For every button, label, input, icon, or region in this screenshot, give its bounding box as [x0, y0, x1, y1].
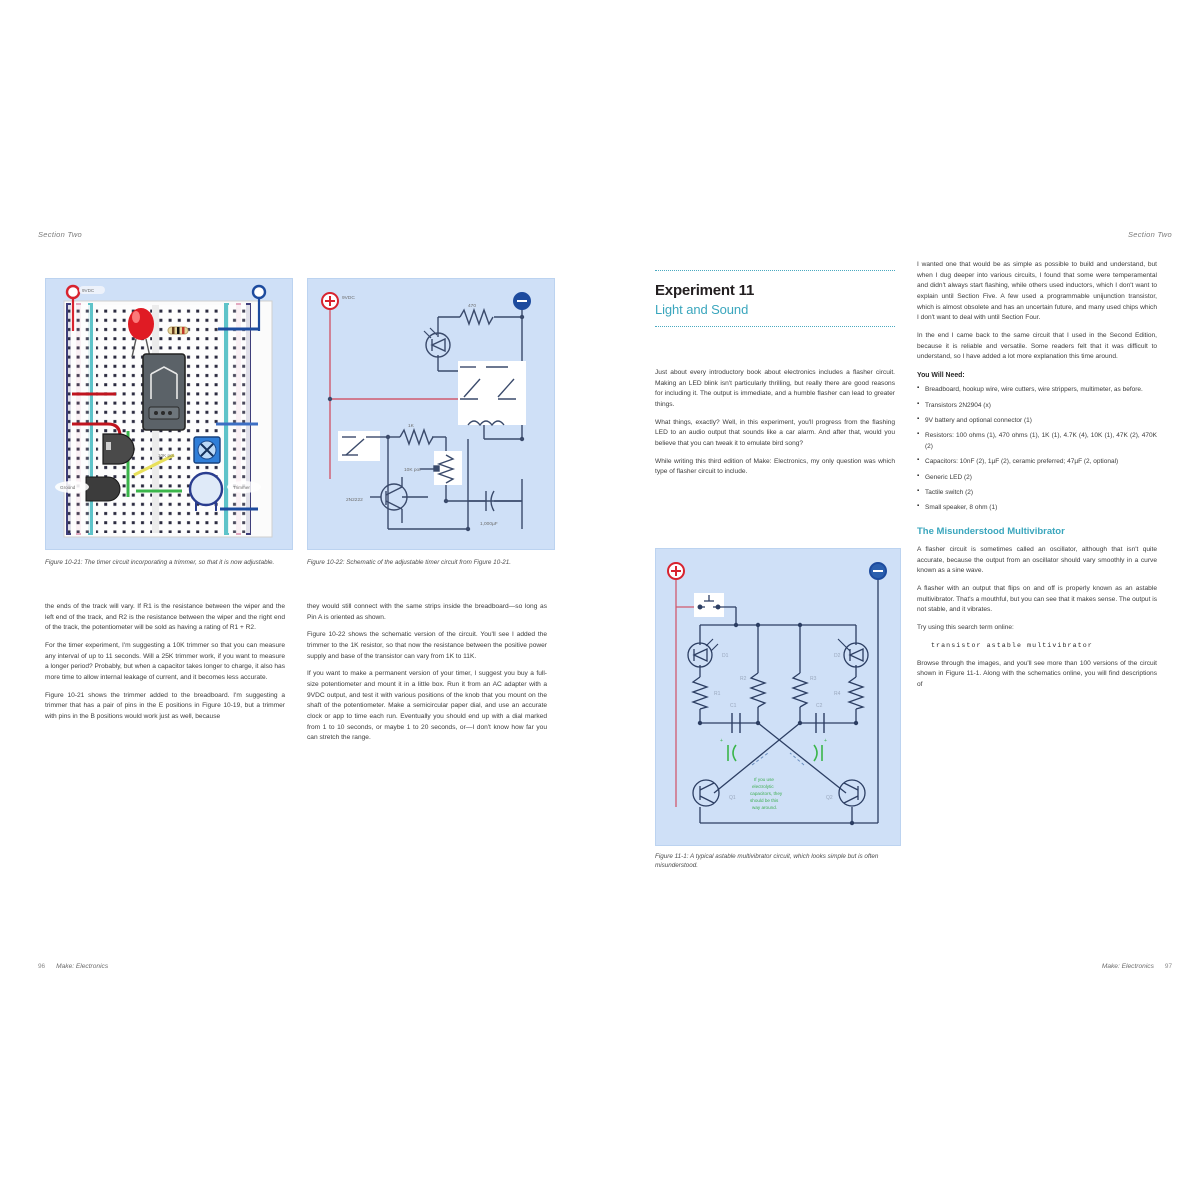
svg-text:electrolytic: electrolytic [752, 784, 774, 789]
svg-text:2N2222: 2N2222 [346, 498, 363, 503]
terminal-positive [322, 293, 338, 309]
svg-text:1,000µF: 1,000µF [480, 522, 498, 527]
svg-text:10K pot: 10K pot [158, 453, 174, 458]
svg-text:R1: R1 [714, 691, 721, 697]
svg-text:R3: R3 [810, 676, 817, 682]
list-item: ▪ Resistors: 100 ohms (1), 470 ohms (1), 1K (1), 4.7K (4), 10K (1), 47K (2), 470K (2) [917, 431, 1157, 452]
right-running-head: Section Two [1127, 230, 1172, 239]
subsection-heading: The Misunderstood Multivibrator [917, 525, 1065, 537]
led-d2-symbol [838, 639, 868, 667]
paragraph: Figure 10-22 shows the schematic version of the circuit. You'll see I added the trimmer to the 1K resistor, so that now the resistance between the positive power supply and base of the transistor can vary from 1K to 11K. [307, 631, 547, 660]
paragraph: If you want to make a permanent version of your timer, I suggest you buy a full-size potentiometer and mount it in a little box. Run it from an AC adapter with a 9VDC output, and test it with various positions of the knob that you mount on the shaft of the potentiometer. Make a semicircular paper dial, and use an accurate clock or app to time each run. Eventually you should end up with a dial marked from 1 to 10 seconds, or maybe 1 to 20 seconds, or—I don't know how far you can stretch the range. [307, 670, 547, 742]
schematic-illustration [308, 279, 554, 549]
astable-multivibrator-schematic [656, 549, 900, 845]
left-page-footer [38, 963, 108, 970]
svg-text:C2: C2 [816, 703, 823, 709]
experiment-title: Light and Sound [655, 302, 749, 317]
caption-figure-10-21: Figure 10-21: The timer circuit incorporating a trimmer, so that it is now adjustable. [45, 559, 275, 566]
paragraph: I wanted one that would be as simple as possible to build and understand, but when I dug deeper into various circuits, I found that some were temperamental and didn't always start flashing, while others used inductors, which I don't want to explain until Section Five. A few used a programmable unijunction transistor, which is almost obsolete and has an uncertain future, and many used chips which I don't want to deal with until Section Four. [917, 261, 1157, 322]
svg-text:Ground: Ground [60, 485, 76, 490]
ic-component [143, 354, 185, 430]
component-labels [714, 653, 841, 801]
svg-text:9VDC: 9VDC [342, 296, 355, 301]
svg-text:D2: D2 [834, 653, 841, 659]
svg-text:If you use: If you use [754, 777, 774, 782]
left-page-column-2 [307, 602, 547, 751]
figure-annotation-note [750, 777, 783, 810]
paragraph [655, 457, 895, 478]
svg-text:470: 470 [468, 304, 477, 309]
right-page [640, 230, 1180, 970]
list-item: ▪ Small speaker, 8 ohm (1) [917, 503, 1157, 513]
figure-10-21 [45, 278, 293, 550]
right-footer-title: Make: Electronics [1101, 963, 1154, 970]
resistor-component [168, 327, 188, 334]
paragraph: A flasher with an output that flips on and off is properly known as an astable multivibrator. That's a mouthful, but you can see that it makes sense. The output is not stable, and it vibrates. [917, 585, 1157, 614]
terminal-negative [870, 563, 886, 579]
paragraph: Try using this search term online: [917, 624, 1014, 632]
experiment-number: Experiment 11 [655, 282, 755, 299]
list-item: ▪ Tactile switch (2) [917, 488, 1157, 498]
paragraph: What things, exactly? Well, in this experiment, you'll progress from the flashing LED to an audio output that sounds like a car alarm. And after that, would you believe that you can tweak it to emulate bird song? [655, 418, 895, 448]
left-page-number: 96 [38, 963, 46, 970]
svg-text:+: + [720, 738, 723, 744]
svg-text:Trimmer: Trimmer [233, 485, 250, 490]
search-term-code: transistor astable multivibrator [931, 641, 1093, 649]
right-page-column-2 [917, 260, 1157, 698]
right-page-footer [1102, 963, 1172, 970]
trimmer-component [194, 437, 220, 463]
svg-text:capacitors, they: capacitors, they [750, 791, 783, 796]
svg-text:way around.: way around. [752, 805, 778, 810]
svg-text:Q2: Q2 [826, 795, 833, 801]
capacitor-symbol [468, 491, 522, 511]
svg-text:should be this: should be this [750, 798, 779, 803]
left-running-head: Section Two [38, 230, 83, 239]
resistor-1k [400, 430, 433, 444]
left-page [30, 230, 570, 970]
paragraph: they would still connect with the same strips inside the breadboard—so long as Pin A is oriented as shown. [307, 603, 547, 621]
caption-figure-11-1: Figure 11-1: A typical astable multivibrator circuit, which looks simple but is often misunderstood. [655, 853, 879, 870]
list-item: ▪ Transistors 2N2904 (x) [917, 401, 1157, 411]
annotation-arrows [752, 753, 804, 765]
left-footer-title: Make: Electronics [56, 963, 109, 970]
breadboard-illustration [46, 279, 292, 549]
led-d1-symbol [688, 639, 718, 667]
svg-text:Q1: Q1 [729, 795, 736, 801]
you-will-need-list [917, 385, 1157, 514]
terminal-negative [514, 293, 530, 309]
svg-text:C1: C1 [730, 703, 737, 709]
svg-text:D1: D1 [722, 653, 729, 659]
svg-text:R2: R2 [740, 676, 747, 682]
svg-text:R4: R4 [834, 691, 841, 697]
svg-text:10K pot: 10K pot [404, 468, 421, 473]
experiment-rule-top [655, 270, 895, 271]
right-page-column-1-intro [655, 368, 895, 485]
paragraph: the ends of the track will vary. If R1 is the resistance between the wiper and the left end of the track, and R2 is the resistance between the wiper and the right end of the track, the potentiometer will be sold as having a rating of R1 + R2. [45, 603, 285, 632]
left-page-column-1 [45, 602, 285, 730]
paragraph: Browse through the images, and you'll see more than 100 versions of the circuit shown in Figure 11-1. Along with the schematics online, you will find descriptions of [917, 659, 1157, 688]
figure-10-22 [307, 278, 555, 550]
figure-11-1 [655, 548, 901, 846]
terminal-positive [668, 563, 684, 579]
svg-text:1K: 1K [408, 424, 414, 429]
caption-figure-10-22: Figure 10-22: Schematic of the adjustable timer circuit from Figure 10-21. [307, 559, 512, 566]
trimmer-symbol [420, 451, 462, 485]
paragraph: Figure 10-21 shows the trimmer added to the breadboard. I'm suggesting a trimmer that has a pair of pins in the E positions in Figure 10-19, but a trimmer with pins in the B positions would work just as well, because [45, 691, 285, 721]
capacitor-polarity-hint-left [720, 738, 736, 761]
right-page-number: 97 [1164, 963, 1172, 970]
list-item: ▪ 9V battery and optional connector (1) [917, 416, 1157, 426]
list-item: ▪ Breadboard, hookup wire, wire cutters, wire strippers, multimeter, as before. [917, 385, 1157, 395]
experiment-rule-bottom [655, 326, 895, 327]
list-item: ▪ Generic LED (2) [917, 473, 1157, 483]
paragraph: In the end I came back to the same circuit that I used in the Second Edition, because it is reliable and versatile. Some readers felt that it was difficult to understand, so I have added a lot more explanation this time around. [917, 332, 1157, 361]
you-will-need-heading: You Will Need: [917, 372, 965, 380]
svg-text:+: + [824, 738, 827, 744]
led-symbol [424, 328, 450, 357]
svg-text:9VDC: 9VDC [82, 288, 95, 293]
paragraph: For the timer experiment, I'm suggesting a 10K trimmer so that you can measure any interval of up to 11 seconds. Will a 25K trimmer work, if you want to measure a longer period? Probably, but when a capacitor takes longer to charge, it also has more time to allow internal leakage of current, and it becomes less accurate. [45, 642, 285, 682]
resistor-470 [460, 310, 493, 324]
capacitor-polarity-hint-right [814, 738, 827, 761]
list-item: ▪ Capacitors: 10nF (2), 1µF (2), ceramic preferred; 47µF (2, optional) [917, 457, 1157, 467]
paragraph: A flasher circuit is sometimes called an oscillator, although that isn't quite accurate, because the output from an oscillator should vary smoothly in a curve known as a sine wave. [917, 546, 1157, 575]
paragraph: Just about every introductory book about electronics includes a flasher circuit. Making an LED blink isn't particularly thrilling, but really there are good reasons for including it. The output is immediate, and a humble flasher can lead to greater things. [655, 369, 895, 409]
paragraph-text: While writing this third edition of Make: Electronics, my only question was which type of flasher circuit to include. [655, 457, 895, 476]
